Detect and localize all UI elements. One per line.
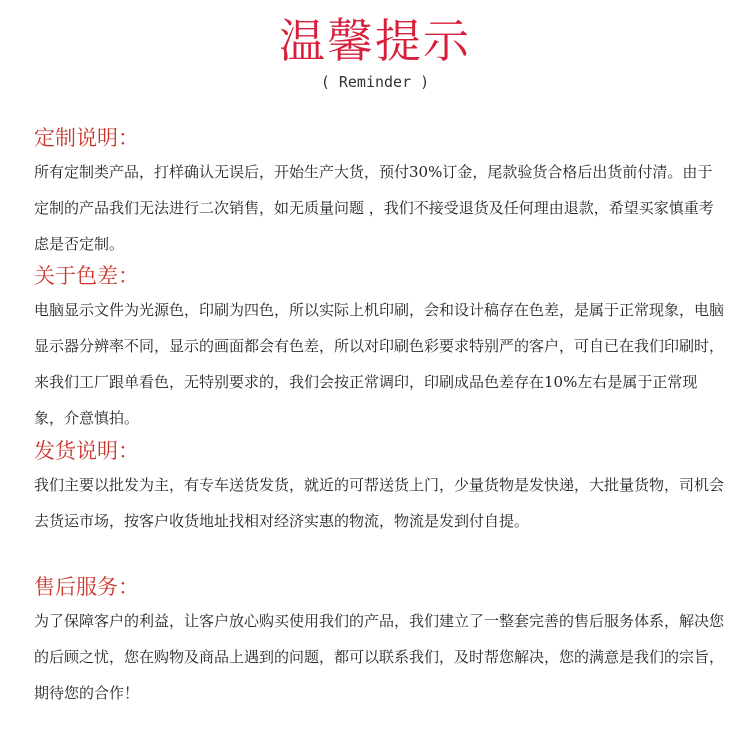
section-heading: 关于色差：: [34, 264, 139, 288]
page-title: 温馨提示: [279, 14, 471, 68]
section-custom-order: [34, 124, 724, 262]
section-body: 我们主要以批发为主，有专车送货发货，就近的可帮送货上门，少量货物是发快递，大批量货物，司机会去货运市场，按客户收货地址找相对经济实惠的物流，物流是发到付自提。: [34, 476, 725, 530]
section-body: 所有定制类产品，打样确认无误后，开始生产大货，预付30%订金，尾款验货合格后出货前付清。由于定制的产品我们无法进行二次销售，如无质量问题 ，我们不接受退货及任何理由退款，希望买家慎重考虑是否定制。: [34, 163, 714, 253]
section-heading: 定制说明：: [34, 126, 139, 150]
section-heading: 售后服务：: [34, 575, 139, 599]
section-shipping: [34, 437, 724, 539]
section-body: 为了保障客户的利益，让客户放心购买使用我们的产品，我们建立了一整套完善的售后服务体系，解决您的后顾之忧，您在购物及商品上遇到的问题，都可以联系我们，及时帮您解决，您的满意是我们的宗旨，期待您的合作！: [34, 612, 725, 702]
page-subtitle: ( Reminder ): [320, 73, 430, 91]
section-body: 电脑显示文件为光源色，印刷为四色，所以实际上机印刷，会和设计稿存在色差，是属于正常现象，电脑显示器分辨率不同，显示的画面都会有色差，所以对印刷色彩要求特别严的客户，可自已在我们印刷时，来我们工厂跟单看色，无特别要求的，我们会按正常调印，印刷成品色差存在10%左右是属于正常现象，介意慎拍。: [34, 301, 725, 427]
section-color-difference: [34, 262, 724, 436]
section-after-sales: [34, 573, 724, 711]
section-heading: 发货说明：: [34, 439, 139, 463]
